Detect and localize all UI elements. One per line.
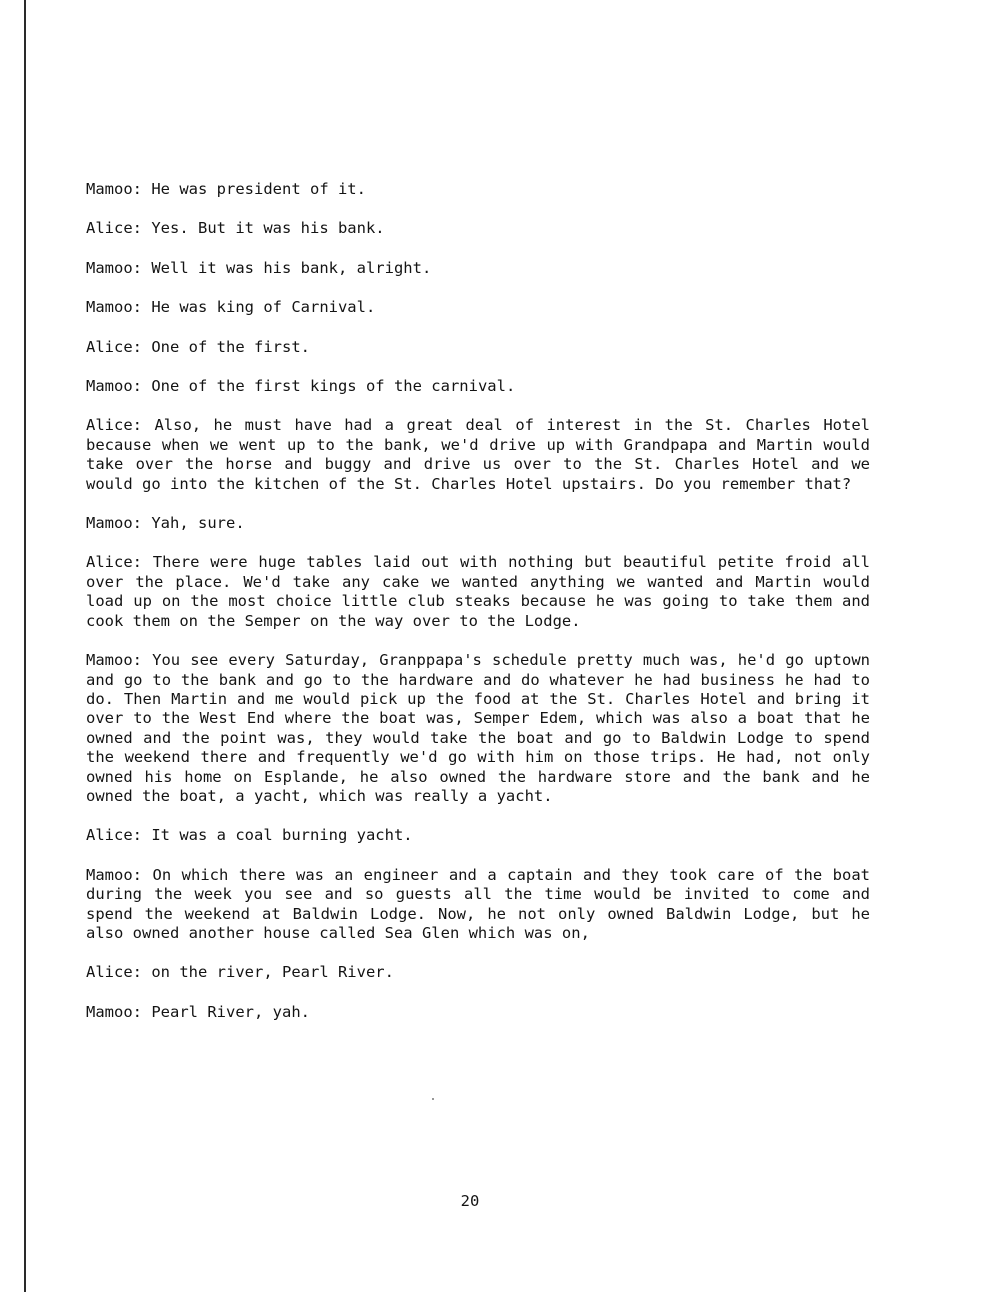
dialogue-text: Well it was his bank, alright.	[151, 258, 432, 277]
dialogue-text: It was a coal burning yacht.	[151, 826, 413, 845]
dialogue-text: You see every Saturday, Granppapa's schedule pretty much was, he'd go uptown and go to the bank and go to the hardware and do whatever he had business he had to do. Then Martin and me would pick up the food at the St. Charles Hotel and bring it over to the West End where the boat was, Semper Edem, which was also a boat that he owned and the point was, they would take the boat and go to Baldwin Lodge to spend the weekend there and frequently we'd go with him on those trips. He had, not only owned his home on Esplande, he also owned the hardware store and the bank and he owned the boat, a yacht, which was really a yacht.	[86, 651, 870, 805]
dialogue-text: Yah, sure.	[151, 514, 245, 533]
dialogue-text: Yes. But it was his bank.	[151, 219, 385, 238]
dialogue-text: On which there was an engineer and a captain and they took care of the boat during the week you see and so guests all the time would be invited to come and spend the weekend at Baldwin Lodge. Now, he not only owned Baldwin Lodge, but he also owned another house called Sea Glen which was on,	[86, 865, 870, 942]
speaker-name: Mamoo:	[86, 651, 142, 670]
speaker-name: Alice:	[86, 963, 142, 982]
speaker-name: Mamoo:	[86, 377, 142, 396]
speaker-name: Mamoo:	[86, 1002, 142, 1021]
page-number: 20	[460, 1192, 480, 1210]
speaker-name: Mamoo:	[86, 865, 142, 884]
dialogue-text: He was president of it.	[151, 180, 366, 198]
dialogue-text: One of the first.	[151, 337, 310, 356]
dialogue-text: He was king of Carnival.	[151, 298, 376, 317]
dialogue-text: There were huge tables laid out with nothing but beautiful petite froid all over the place. We'd take any cake we wanted anything we wanted and Martin would load up on the most choice little club steaks because he was going to take them and cook them on the Semper on the way over to the Lodge.	[86, 553, 870, 630]
dialogue-text: on the river, Pearl River.	[151, 963, 394, 982]
dialogue-line	[86, 553, 870, 631]
dialogue-line	[86, 416, 870, 494]
dialogue-text: Pearl River, yah.	[151, 1002, 310, 1021]
dialogue-line	[86, 259, 870, 278]
dialogue-line	[86, 298, 870, 317]
speaker-name: Alice:	[86, 337, 142, 356]
dialogue-line	[86, 219, 870, 238]
speaker-name: Mamoo:	[86, 180, 142, 198]
dialogue-line	[86, 338, 870, 357]
speaker-name: Mamoo:	[86, 258, 142, 277]
dialogue-text: Also, he must have had a great deal of interest in the St. Charles Hotel because when we went up to the bank, we'd drive up with Grandpapa and Martin would take over the horse and buggy and drive us over to the St. Charles Hotel and we would go into the kitchen of the St. Charles Hotel upstairs. Do you remember that?	[86, 416, 870, 493]
page-binding-edge	[24, 0, 26, 1292]
dialogue-text: One of the first kings of the carnival.	[151, 377, 516, 396]
speaker-name: Mamoo:	[86, 298, 142, 317]
paper-speck	[432, 1098, 434, 1100]
dialogue-line	[86, 377, 870, 396]
dialogue-line	[86, 963, 870, 982]
speaker-name: Alice:	[86, 553, 142, 572]
dialogue-line	[86, 651, 870, 806]
dialogue-line	[86, 514, 870, 533]
speaker-name: Alice:	[86, 416, 142, 435]
speaker-name: Alice:	[86, 826, 142, 845]
speaker-name: Mamoo:	[86, 514, 142, 533]
speaker-name: Alice:	[86, 219, 142, 238]
dialogue-line	[86, 866, 870, 944]
dialogue-line	[86, 180, 870, 199]
transcript-body	[86, 180, 870, 1042]
dialogue-line	[86, 1003, 870, 1022]
dialogue-line	[86, 826, 870, 845]
